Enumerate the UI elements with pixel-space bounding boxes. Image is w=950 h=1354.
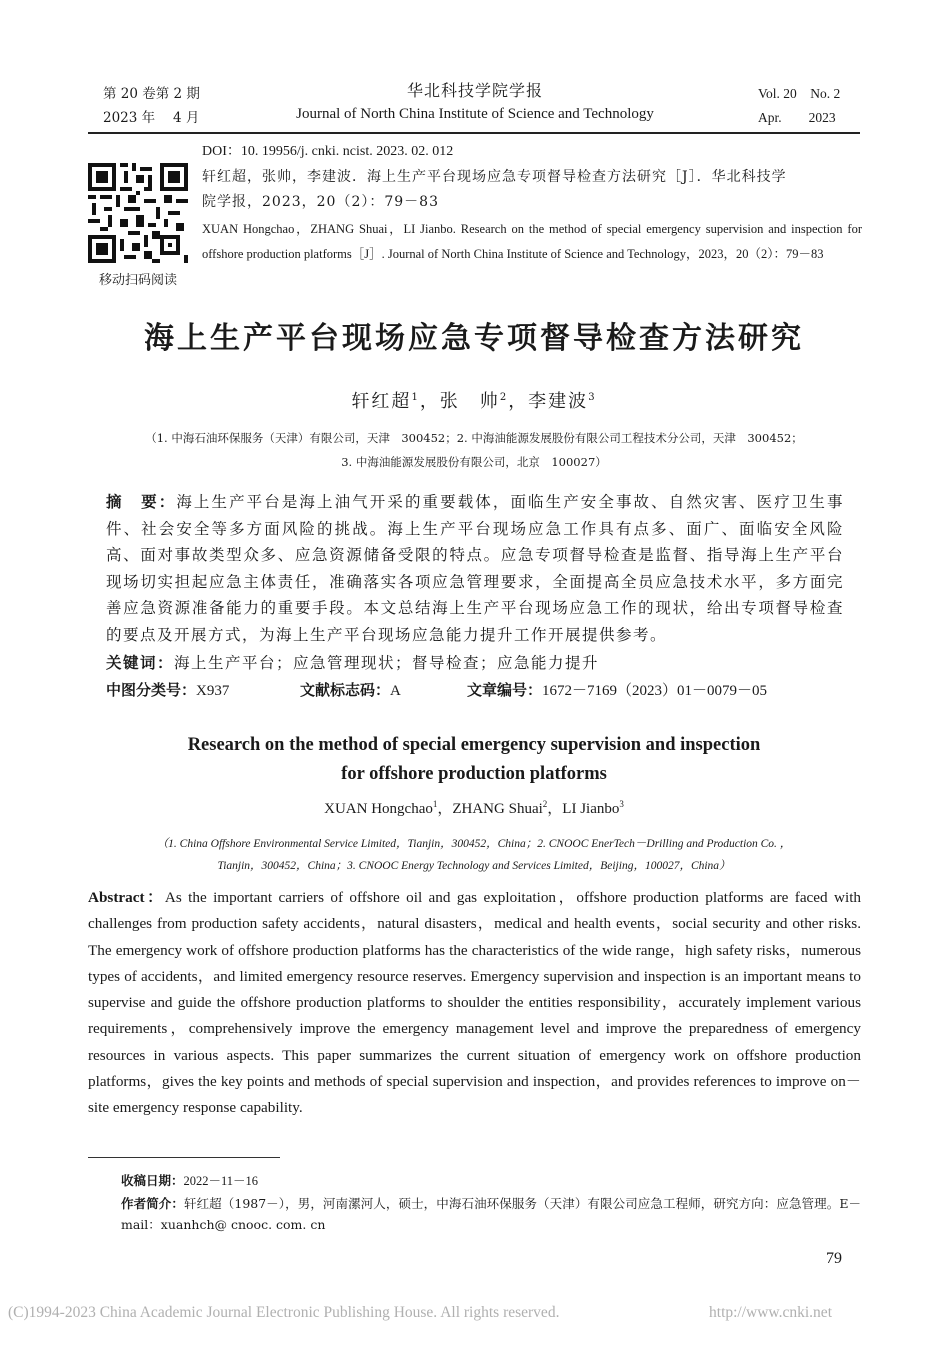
journal-title-cn: 华北科技学院学报 bbox=[406, 81, 543, 100]
document-code: 文献标志码：A bbox=[300, 681, 401, 699]
author-3: ，李建波 bbox=[508, 391, 589, 412]
journal-title-en: Journal of North China Institute of Science and Technology bbox=[296, 106, 654, 122]
issue-date: 2023 年 4 月 bbox=[103, 110, 200, 126]
qr-caption: 移动扫码阅读 bbox=[98, 273, 177, 288]
footnote-rule bbox=[88, 1157, 280, 1158]
paper-title-cn: 海上生产平台现场应急专项督导检查方法研究 bbox=[144, 321, 804, 356]
author-2: ，张 帅 bbox=[419, 391, 500, 412]
article-number: 文章编号：1672－7169（2023）01－0079－05 bbox=[467, 681, 768, 699]
author-1: 轩红超 bbox=[351, 391, 412, 412]
authors-cn: 轩红超$^1$，张 帅$^2$，李建波$^3$ bbox=[351, 391, 597, 412]
affiliations-en-line2: Tianjin，300452，China；3. CNOOC Energy Technology and Services Limited，Beijing，100027，China） bbox=[217, 860, 731, 872]
author-bio: 作者简介：轩红超（1987－），男，河南漯河人，硕士，中海石油环保服务（天津）有限公司应急工程师，研究方向：应急管理。E－mail：xuanhch@ cnooc. com. cn bbox=[121, 1196, 861, 1232]
header-rule bbox=[88, 132, 860, 134]
issue-date-en: Apr. 2023 bbox=[758, 110, 836, 125]
qr-code bbox=[88, 163, 188, 263]
authors-en: XUAN Hongchao$^1$，ZHANG Shuai$^2$，LI Jianbo$^3$ bbox=[324, 799, 624, 817]
copyright-text: (C)1994-2023 China Academic Journal Electronic Publishing House. All rights reserved. bbox=[8, 1304, 560, 1321]
abstract-cn-text: 海上生产平台是海上油气开采的重要载体，面临生产安全事故、自然灾害、医疗卫生事件、社会安全等多方面风险的挑战。海上生产平台现场应急工作具有点多、面广、面临安全风险高、面对事故类型众多、应急资源储备受限的特点。应急专项督导检查是监督、指导海上生产平台现场切实担起应急主体责任，准确落实各项应急管理要求，全面提高全员应急技术水平，多方面完善应急资源准备能力的重要手段。本文总结海上生产平台现场应急工作的现状，给出专项督导检查的要点及开展方式，为海上生产平台现场应急能力提升工作开展提供参考。 bbox=[106, 493, 844, 644]
copyright-footer bbox=[8, 1304, 942, 1322]
abstract-en-label: Abstract： bbox=[88, 889, 165, 906]
affiliations-cn-line2: 3. 中海油能源发展股份有限公司，北京 100027） bbox=[341, 455, 607, 469]
issue-volume: 第 20 卷第 2 期 bbox=[103, 86, 200, 102]
citation-cn-line1: 轩红超，张帅，李建波．海上生产平台现场应急专项督导检查方法研究［J］．华北科技学 bbox=[202, 169, 787, 185]
affiliations-cn-line1: （1. 中海石油环保服务（天津）有限公司，天津 300452；2. 中海油能源发展股份有限公司工程技术分公司，天津 300452； bbox=[145, 431, 803, 445]
abstract-cn-label: 摘 要： bbox=[106, 493, 177, 511]
copyright-url: http://www.cnki.net bbox=[709, 1304, 832, 1321]
citation-cn-line2: 院学报，2023，20（2）：79－83 bbox=[202, 194, 439, 210]
affiliations-en-line1: （1. China Offshore Environmental Service Limited，Tianjin，300452，China；2. CNOOC EnerTech－Drilling and Production Co. ， bbox=[156, 838, 792, 850]
received-date: 收稿日期：2022－11－16 bbox=[121, 1173, 259, 1188]
volume-number-en: Vol. 20 No. 2 bbox=[758, 86, 841, 101]
classification-row: 中图分类号：X937 bbox=[106, 681, 230, 699]
doi: DOI：10. 19956/j. cnki. ncist. 2023. 02. 012 bbox=[202, 144, 454, 159]
abstract-en-text: As the important carriers of offshore oil and gas exploitation，offshore production platforms are faced with challenges from production safety accidents，natural disasters，medical and health events，social security and other risks. The emergency work of offshore production platforms has the characteristics of the wide range，high safety risks，numerous types of accidents，and limited emergency resource reserves. Emergency supervision and inspection is an important means to supervise and guide the offshore production platforms to shoulder the entities responsibility，accurately implement various requirements，comprehensively improve the emergency management level and improve the preparedness of emergency resources in various aspects. This paper summarizes the current situation of emergency work on offshore production platforms，gives the key points and methods of special supervision and inspection，and provides references to improve on－site emergency response capability. bbox=[88, 889, 862, 1117]
paper-title-en: Research on the method of special emergency supervision and inspection for offshore production platforms bbox=[187, 735, 761, 784]
abstract-cn bbox=[106, 489, 844, 648]
citation-en: XUAN Hongchao，ZHANG Shuai，LI Jianbo. Research on the method of special emergency supervision and inspection for offshore production platforms［J］. Journal of North China Institute of Science and Technology，2023，20（2）：79－83 bbox=[202, 222, 862, 261]
abstract-en bbox=[88, 885, 861, 1122]
page-number: 79 bbox=[826, 1250, 842, 1267]
keywords: 关键词：海上生产平台；应急管理现状；督导检查；应急能力提升 bbox=[106, 654, 600, 672]
